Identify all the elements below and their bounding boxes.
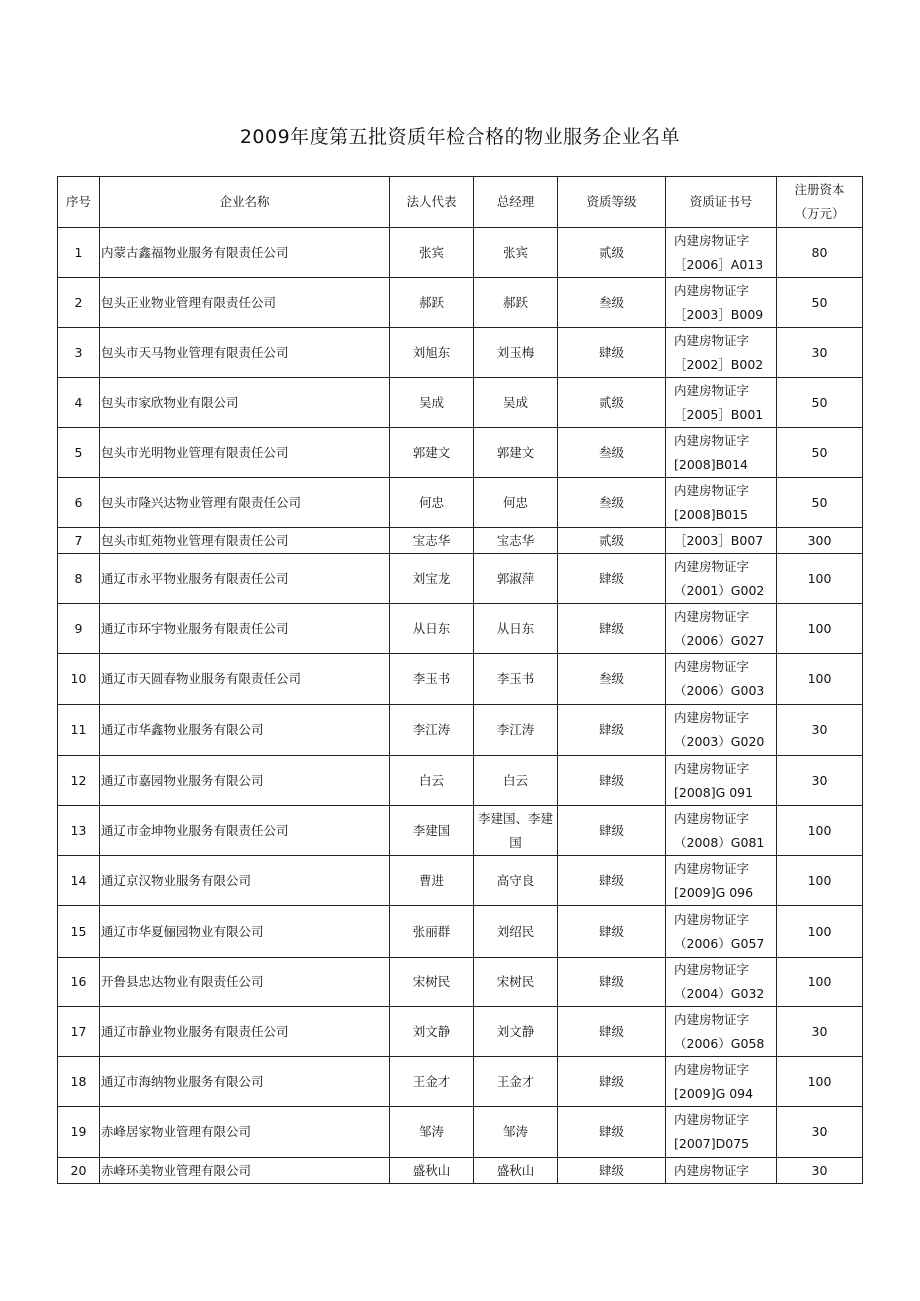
cell-cert-no — [666, 278, 777, 328]
cell-legal-rep: 吴成 — [390, 378, 474, 428]
cert-line: ［2003］B007 — [674, 532, 764, 548]
cell-legal-rep: 白云 — [390, 756, 474, 806]
cell-seq: 8 — [58, 554, 100, 604]
cell-seq: 13 — [58, 806, 100, 856]
cell-company-name: 通辽市海纳物业服务有限公司 — [100, 1057, 390, 1107]
cell-legal-rep: 王金才 — [390, 1057, 474, 1107]
cell-legal-rep: 李江涛 — [390, 705, 474, 756]
table-row — [58, 756, 863, 806]
cert-line: （2004）G032 — [674, 986, 765, 1001]
cell-capital: 30 — [777, 705, 863, 756]
cert-line: 内建房物证字 — [674, 911, 750, 927]
cell-grade: 肆级 — [558, 328, 666, 378]
cell-capital: 50 — [777, 478, 863, 528]
cell-seq: 6 — [58, 478, 100, 528]
cell-manager: 邹涛 — [474, 1107, 558, 1158]
cell-capital: 30 — [777, 1107, 863, 1158]
cell-seq: 3 — [58, 328, 100, 378]
cell-manager: 李建国、李建国 — [474, 806, 558, 856]
cert-line: 内建房物证字 — [674, 282, 750, 298]
cell-manager: 王金才 — [474, 1057, 558, 1107]
table-row — [58, 428, 863, 478]
cell-seq: 14 — [58, 856, 100, 906]
cell-capital: 80 — [777, 228, 863, 278]
cell-grade: 肆级 — [558, 1007, 666, 1057]
cell-legal-rep: 张丽群 — [390, 906, 474, 958]
cell-cert-no — [666, 428, 777, 478]
cell-legal-rep: 宝志华 — [390, 528, 474, 554]
cert-line: [2008]G 091 — [674, 784, 754, 800]
header-cert: 资质证书号 — [666, 177, 777, 228]
cell-capital: 100 — [777, 856, 863, 906]
cell-grade: 肆级 — [558, 856, 666, 906]
cert-line: （2006）G027 — [674, 632, 765, 648]
cell-legal-rep: 刘宝龙 — [390, 554, 474, 604]
cell-grade: 肆级 — [558, 604, 666, 654]
cert-line: 内建房物证字 — [674, 558, 750, 574]
table-header-row — [58, 177, 863, 228]
cell-legal-rep: 刘文静 — [390, 1007, 474, 1057]
cell-manager: 刘文静 — [474, 1007, 558, 1057]
cell-seq: 4 — [58, 378, 100, 428]
cell-seq: 7 — [58, 528, 100, 554]
cert-line: 内建房物证字 — [674, 382, 750, 398]
cert-line: 内建房物证字 — [674, 1061, 750, 1077]
cert-line: 内建房物证字 — [674, 1112, 750, 1127]
cell-company-name: 包头市虹苑物业管理有限责任公司 — [100, 528, 390, 554]
header-grade: 资质等级 — [558, 177, 666, 228]
cell-cert-no — [666, 806, 777, 856]
cell-company-name: 通辽市静业物业服务有限责任公司 — [100, 1007, 390, 1057]
cell-grade: 叁级 — [558, 478, 666, 528]
cell-manager: 刘玉梅 — [474, 328, 558, 378]
cert-line: （2008）G081 — [674, 834, 765, 850]
page-title: 2009年度第五批资质年检合格的物业服务企业名单 — [239, 126, 681, 148]
cell-grade: 肆级 — [558, 806, 666, 856]
cell-capital: 100 — [777, 654, 863, 705]
cell-legal-rep: 邹涛 — [390, 1107, 474, 1158]
cell-manager: 盛秋山 — [474, 1158, 558, 1184]
cell-company-name: 通辽市华夏俪园物业有限公司 — [100, 906, 390, 958]
table-row — [58, 378, 863, 428]
cell-capital: 30 — [777, 756, 863, 806]
cell-seq: 12 — [58, 756, 100, 806]
cert-line: 内建房物证字 — [674, 760, 750, 776]
cell-legal-rep: 李建国 — [390, 806, 474, 856]
cell-seq: 9 — [58, 604, 100, 654]
table-row — [58, 654, 863, 705]
cell-cert-no — [666, 856, 777, 906]
cell-grade: 肆级 — [558, 1158, 666, 1184]
cert-line: 内建房物证字 — [674, 332, 750, 348]
cell-manager: 何忠 — [474, 478, 558, 528]
cert-line: （2006）G058 — [674, 1035, 765, 1051]
cell-cert-no — [666, 906, 777, 958]
cert-line: 内建房物证字 — [674, 1011, 750, 1027]
cert-line: [2008]B015 — [674, 506, 748, 522]
cert-line: [2009]G 094 — [674, 1085, 754, 1101]
cell-seq: 10 — [58, 654, 100, 705]
table-row — [58, 478, 863, 528]
cell-company-name: 通辽市嘉园物业服务有限公司 — [100, 756, 390, 806]
cell-cert-no — [666, 1107, 777, 1158]
cell-capital: 50 — [777, 378, 863, 428]
header-manager: 总经理 — [474, 177, 558, 228]
cell-company-name: 开鲁县忠达物业有限责任公司 — [100, 958, 390, 1007]
cert-line: 内建房物证字 — [674, 1162, 750, 1178]
cell-capital: 100 — [777, 1057, 863, 1107]
cell-grade: 叁级 — [558, 278, 666, 328]
table-row — [58, 958, 863, 1007]
cell-grade: 肆级 — [558, 705, 666, 756]
header-capital — [777, 177, 863, 228]
cell-capital: 100 — [777, 806, 863, 856]
cell-grade: 肆级 — [558, 1057, 666, 1107]
cert-line: 内建房物证字 — [674, 232, 750, 248]
cert-line: ［2006］A013 — [674, 256, 764, 272]
cell-manager: 李玉书 — [474, 654, 558, 705]
table-row — [58, 1057, 863, 1107]
cert-line: 内建房物证字 — [674, 860, 750, 876]
table-row — [58, 705, 863, 756]
cell-manager: 从日东 — [474, 604, 558, 654]
cell-legal-rep: 从日东 — [390, 604, 474, 654]
table-row — [58, 528, 863, 554]
cell-capital: 30 — [777, 1158, 863, 1184]
cell-grade: 贰级 — [558, 378, 666, 428]
cell-capital: 50 — [777, 428, 863, 478]
cell-cert-no — [666, 554, 777, 604]
cell-cert-no — [666, 478, 777, 528]
cert-line: 内建房物证字 — [674, 608, 750, 624]
cert-line: （2003）G020 — [674, 734, 765, 749]
cert-line: 内建房物证字 — [674, 710, 750, 725]
cert-line: 内建房物证字 — [674, 962, 750, 977]
cell-cert-no — [666, 378, 777, 428]
cert-line: [2007]D075 — [674, 1136, 750, 1151]
table-row — [58, 1007, 863, 1057]
header-capital-line2: （万元） — [794, 206, 845, 221]
cell-cert-no — [666, 604, 777, 654]
cell-manager: 李江涛 — [474, 705, 558, 756]
cell-seq: 1 — [58, 228, 100, 278]
cell-legal-rep: 郝跃 — [390, 278, 474, 328]
company-table — [57, 176, 863, 1184]
table-row — [58, 806, 863, 856]
header-legal: 法人代表 — [390, 177, 474, 228]
cell-manager: 郝跃 — [474, 278, 558, 328]
cell-seq: 16 — [58, 958, 100, 1007]
cell-manager: 宋树民 — [474, 958, 558, 1007]
cert-line: 内建房物证字 — [674, 482, 750, 498]
cert-line: [2008]B014 — [674, 456, 748, 472]
cell-capital: 100 — [777, 958, 863, 1007]
header-seq: 序号 — [58, 177, 100, 228]
cell-manager: 高守良 — [474, 856, 558, 906]
cell-capital: 30 — [777, 1007, 863, 1057]
cell-legal-rep: 张宾 — [390, 228, 474, 278]
cert-line: （2006）G003 — [674, 683, 765, 698]
table-row — [58, 604, 863, 654]
cell-company-name: 包头市隆兴达物业管理有限责任公司 — [100, 478, 390, 528]
cell-company-name: 通辽市华鑫物业服务有限公司 — [100, 705, 390, 756]
cell-cert-no — [666, 228, 777, 278]
cell-cert-no — [666, 1158, 777, 1184]
cell-capital: 100 — [777, 554, 863, 604]
cell-seq: 15 — [58, 906, 100, 958]
table-row — [58, 228, 863, 278]
cert-line: ［2002］B002 — [674, 356, 764, 372]
cell-legal-rep: 何忠 — [390, 478, 474, 528]
cell-company-name: 包头市天马物业管理有限责任公司 — [100, 328, 390, 378]
cell-capital: 100 — [777, 906, 863, 958]
cell-manager: 宝志华 — [474, 528, 558, 554]
cell-company-name: 赤峰居家物业管理有限公司 — [100, 1107, 390, 1158]
cell-seq: 5 — [58, 428, 100, 478]
cell-cert-no — [666, 958, 777, 1007]
cert-line: （2001）G002 — [674, 582, 765, 598]
cell-seq: 18 — [58, 1057, 100, 1107]
cell-manager: 郭淑萍 — [474, 554, 558, 604]
cert-line: （2006）G057 — [674, 935, 765, 951]
cell-company-name: 包头市家欣物业有限公司 — [100, 378, 390, 428]
cell-manager: 吴成 — [474, 378, 558, 428]
cell-grade: 贰级 — [558, 528, 666, 554]
cell-capital: 100 — [777, 604, 863, 654]
cell-seq: 17 — [58, 1007, 100, 1057]
cert-line: [2009]G 096 — [674, 884, 754, 900]
cell-grade: 肆级 — [558, 554, 666, 604]
cell-legal-rep: 宋树民 — [390, 958, 474, 1007]
header-name: 企业名称 — [100, 177, 390, 228]
cell-seq: 19 — [58, 1107, 100, 1158]
cell-cert-no — [666, 328, 777, 378]
cell-company-name: 通辽市天圆春物业服务有限责任公司 — [100, 654, 390, 705]
cert-line: 内建房物证字 — [674, 659, 750, 674]
cell-cert-no — [666, 1007, 777, 1057]
cell-grade: 叁级 — [558, 654, 666, 705]
cell-manager: 张宾 — [474, 228, 558, 278]
cell-cert-no — [666, 654, 777, 705]
cell-grade: 肆级 — [558, 1107, 666, 1158]
cell-company-name: 通辽京汉物业服务有限公司 — [100, 856, 390, 906]
cell-grade: 叁级 — [558, 428, 666, 478]
cell-manager: 白云 — [474, 756, 558, 806]
cell-grade: 贰级 — [558, 228, 666, 278]
cert-line: ［2005］B001 — [674, 406, 764, 422]
cell-capital: 50 — [777, 278, 863, 328]
table-row — [58, 906, 863, 958]
cell-grade: 肆级 — [558, 906, 666, 958]
cell-manager: 刘绍民 — [474, 906, 558, 958]
cell-seq: 11 — [58, 705, 100, 756]
cell-cert-no — [666, 756, 777, 806]
cell-seq: 20 — [58, 1158, 100, 1184]
cert-line: 内建房物证字 — [674, 810, 750, 826]
cell-cert-no — [666, 1057, 777, 1107]
cell-legal-rep: 李玉书 — [390, 654, 474, 705]
cell-company-name: 通辽市金坤物业服务有限责任公司 — [100, 806, 390, 856]
table-row — [58, 1158, 863, 1184]
table-row — [58, 328, 863, 378]
cell-capital: 30 — [777, 328, 863, 378]
cell-cert-no — [666, 528, 777, 554]
table-row — [58, 1107, 863, 1158]
cell-company-name: 赤峰环美物业管理有限公司 — [100, 1158, 390, 1184]
cell-company-name: 通辽市环宇物业服务有限责任公司 — [100, 604, 390, 654]
header-capital-line1: 注册资本 — [794, 182, 845, 197]
cell-manager: 郭建文 — [474, 428, 558, 478]
table-row — [58, 856, 863, 906]
cell-legal-rep: 郭建文 — [390, 428, 474, 478]
cert-line: ［2003］B009 — [674, 306, 764, 322]
cert-line: 内建房物证字 — [674, 432, 750, 448]
cell-company-name: 包头正业物业管理有限责任公司 — [100, 278, 390, 328]
cell-grade: 肆级 — [558, 958, 666, 1007]
table-row — [58, 554, 863, 604]
cell-legal-rep: 刘旭东 — [390, 328, 474, 378]
cell-capital: 300 — [777, 528, 863, 554]
cell-legal-rep: 盛秋山 — [390, 1158, 474, 1184]
table-row — [58, 278, 863, 328]
cell-grade: 肆级 — [558, 756, 666, 806]
cell-company-name: 包头市光明物业管理有限责任公司 — [100, 428, 390, 478]
cell-seq: 2 — [58, 278, 100, 328]
cell-company-name: 通辽市永平物业服务有限责任公司 — [100, 554, 390, 604]
cell-company-name: 内蒙古鑫福物业服务有限责任公司 — [100, 228, 390, 278]
cell-legal-rep: 曹进 — [390, 856, 474, 906]
cell-cert-no — [666, 705, 777, 756]
